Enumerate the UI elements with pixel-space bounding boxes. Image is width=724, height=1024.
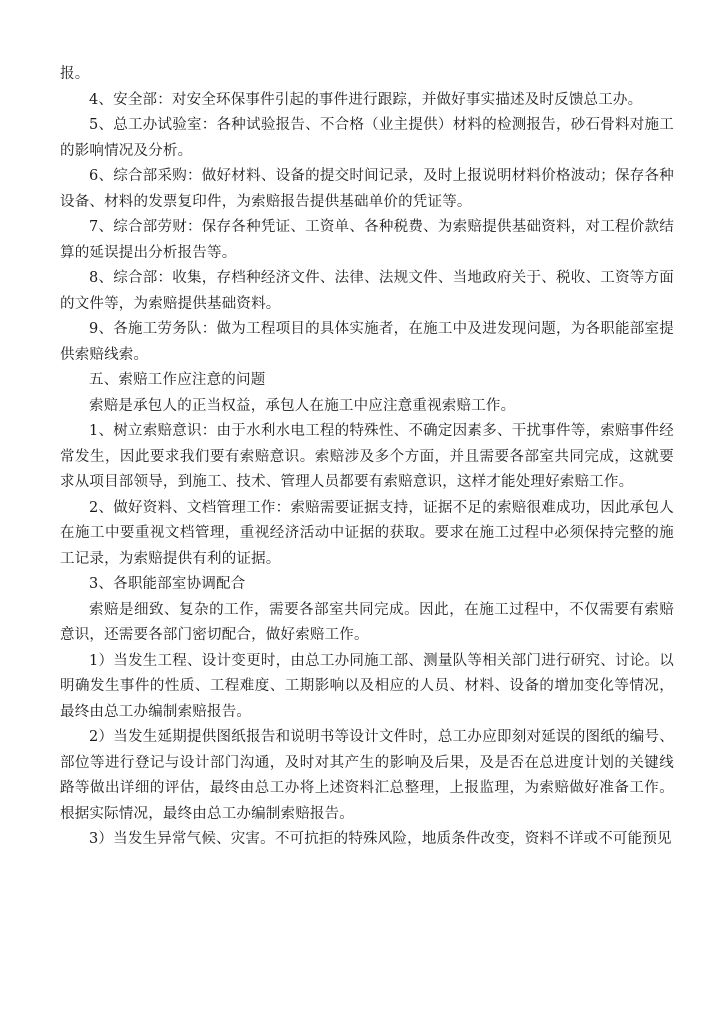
paragraph-documentation: 2、做好资料、文档管理工作：索赔需要证据支持，证据不足的索赔很难成功，因此承包人在施工中要重视文档管理，重视经济活动中证据的获取。要求在施工过程中必须保持完整的施工记录，为索赔提供有利的证据。 [60, 499, 674, 567]
paragraph-item-1: 1）当发生工程、设计变更时，由总工办同施工部、测量队等相关部门进行研究、讨论。以明确发生事件的性质、工程难度、工期影响以及相应的人员、材料、设备的增加变化等情况，最终由总工办编制索赔报告。 [60, 652, 674, 720]
section-heading: 五、索赔工作应注意的问题 [89, 372, 266, 388]
paragraph-intro: 索赔是承包人的正当权益，承包人在施工中应注意重视索赔工作。 [89, 397, 516, 414]
paragraph-continuation: 报。 [60, 66, 90, 82]
paragraph-safety-dept: 4、安全部：对安全环保事件引起的事件进行跟踪，并做好事实描述及时反馈总工办。 [89, 91, 643, 108]
paragraph-finance: 7、综合部劳财：保存各种凭证、工资单、各种税费、为索赔提供基础资料，对工程价款结算的延误提出分析报告等。 [60, 219, 674, 261]
paragraph-lab: 5、总工办试验室：各种试验报告、不合格（业主提供）材料的检测报告，砂石骨料对施工的影响情况及分析。 [60, 117, 674, 159]
paragraph-item-3: 3）当发生异常气候、灾害。不可抗拒的特殊风险，地质条件改变，资料不详或不可能预见 [89, 831, 672, 847]
subheading-coordination: 3、各职能部室协调配合 [89, 576, 246, 592]
paragraph-procurement: 6、综合部采购：做好材料、设备的提交时间记录，及时上报说明材料价格波动；保存各种设备、材料的发票复印件，为索赔报告提供基础单价的凭证等。 [60, 168, 674, 210]
paragraph-awareness: 1、树立索赔意识：由于水利水电工程的特殊性、不确定因素多、干扰事件等，索赔事件经常发生，因此要求我们要有索赔意识。索赔涉及多个方面，并且需要各部室共同完成，这就要求从项目部领导，到施工、技术、管理人员都要有索赔意识，这样才能处理好索赔工作。 [60, 423, 674, 490]
paragraph-item-2: 2）当发生延期提供图纸报告和说明书等设计文件时，总工办应即刻对延误的图纸的编号、部位等进行登记与设计部门沟通，及时对其产生的影响及后果，及是否在总进度计划的关键线路等做出详细的评估，最终由总工办将上述资料汇总整理，上报监理，为索赔做好准备工作。根据实际情况，最终由总工办编制索赔报告。 [60, 729, 674, 822]
document-page [60, 62, 674, 853]
paragraph-coordination: 索赔是细致、复杂的工作，需要各部室共同完成。因此，在施工过程中，不仅需要有索赔意识，还需要各部门密切配合，做好索赔工作。 [60, 601, 674, 643]
paragraph-labor-team: 9、各施工劳务队：做为工程项目的具体实施者，在施工中及进发现问题，为各职能部室提供索赔线索。 [60, 321, 674, 363]
paragraph-general-dept: 8、综合部：收集，存档种经济文件、法律、法规文件、当地政府关于、税收、工资等方面的文件等，为索赔提供基础资料。 [60, 270, 674, 312]
